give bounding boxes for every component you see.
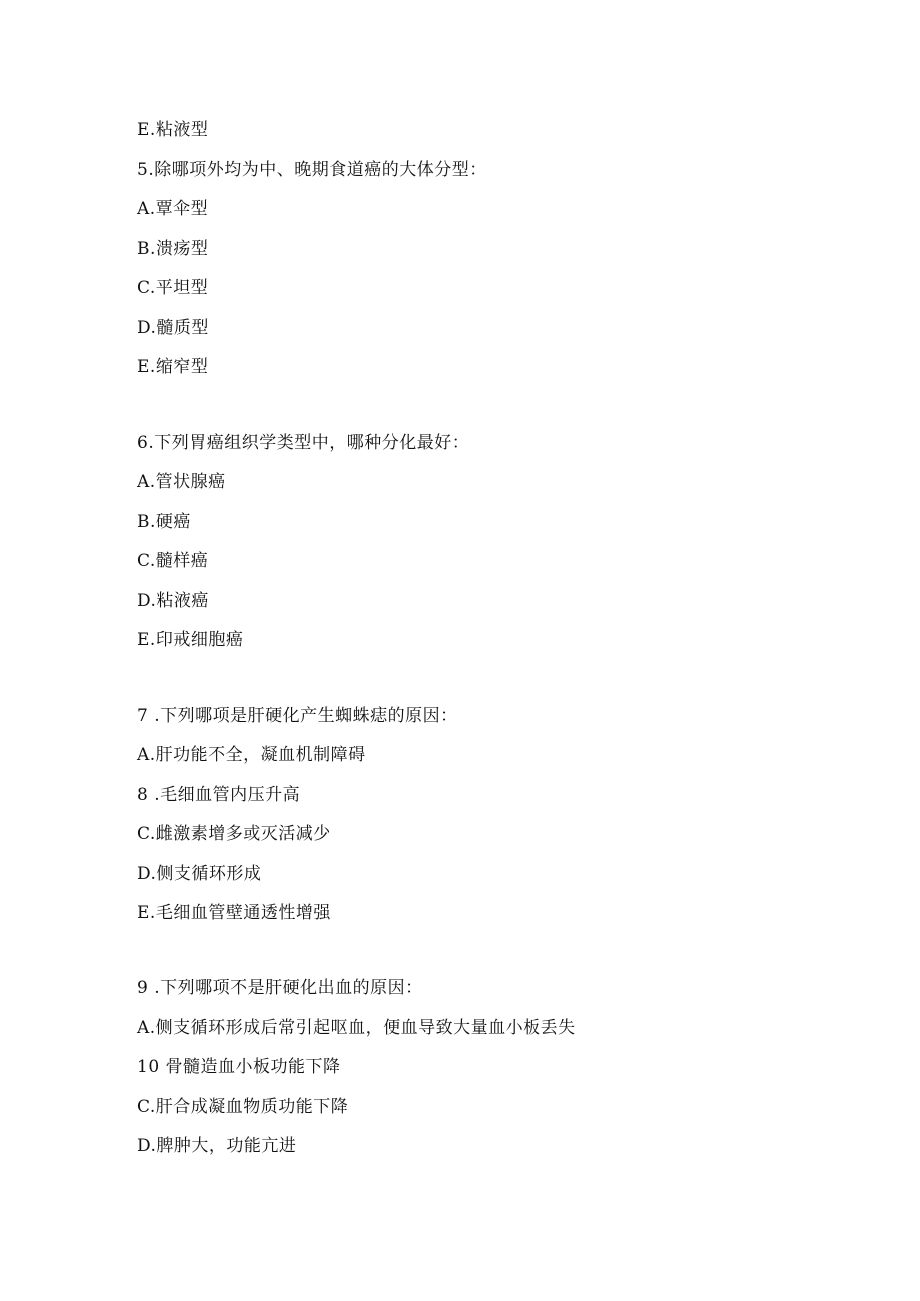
option-a-q6: A.管状腺癌 bbox=[137, 472, 226, 492]
question-5: 5.除哪项外均为中、晚期食道癌的大体分型： bbox=[137, 160, 487, 180]
option-c-q6: C.髓样癌 bbox=[137, 551, 209, 571]
option-d-q9: D.脾肿大，功能亢进 bbox=[137, 1136, 297, 1156]
option-b-q5: B.溃疡型 bbox=[137, 239, 209, 259]
option-b-q9: 10 骨髓造血小板功能下降 bbox=[137, 1057, 341, 1077]
option-d-q6: D.粘液癌 bbox=[137, 591, 209, 611]
option-c-q9: C.肝合成凝血物质功能下降 bbox=[137, 1097, 349, 1117]
option-b-q6: B.硬癌 bbox=[137, 512, 191, 532]
option-e-q6: E.印戒细胞癌 bbox=[137, 630, 244, 650]
option-c-q7: C.雌激素增多或灭活减少 bbox=[137, 824, 331, 844]
question-6: 6.下列胃癌组织学类型中，哪种分化最好： bbox=[137, 433, 470, 453]
option-e-q7: E.毛细血管壁通透性增强 bbox=[137, 903, 331, 923]
option-b-q7: 8 .毛细血管内压升高 bbox=[137, 785, 301, 805]
option-d-q5: D.髓质型 bbox=[137, 318, 209, 338]
option-e-q5: E.缩窄型 bbox=[137, 357, 209, 377]
option-a-q7: A.肝功能不全，凝血机制障碍 bbox=[137, 745, 366, 765]
question-9: 9 .下列哪项不是肝硬化出血的原因： bbox=[137, 978, 423, 998]
option-a-q5: A.覃伞型 bbox=[137, 199, 209, 219]
option-c-q5: C.平坦型 bbox=[137, 278, 209, 298]
option-e-q4: E.粘液型 bbox=[137, 120, 209, 140]
option-a-q9: A.侧支循环形成后常引起呕血，便血导致大量血小板丢失 bbox=[137, 1018, 576, 1038]
question-7: 7 .下列哪项是肝硬化产生蜘蛛痣的原因： bbox=[137, 706, 458, 726]
option-d-q7: D.侧支循环形成 bbox=[137, 864, 262, 884]
